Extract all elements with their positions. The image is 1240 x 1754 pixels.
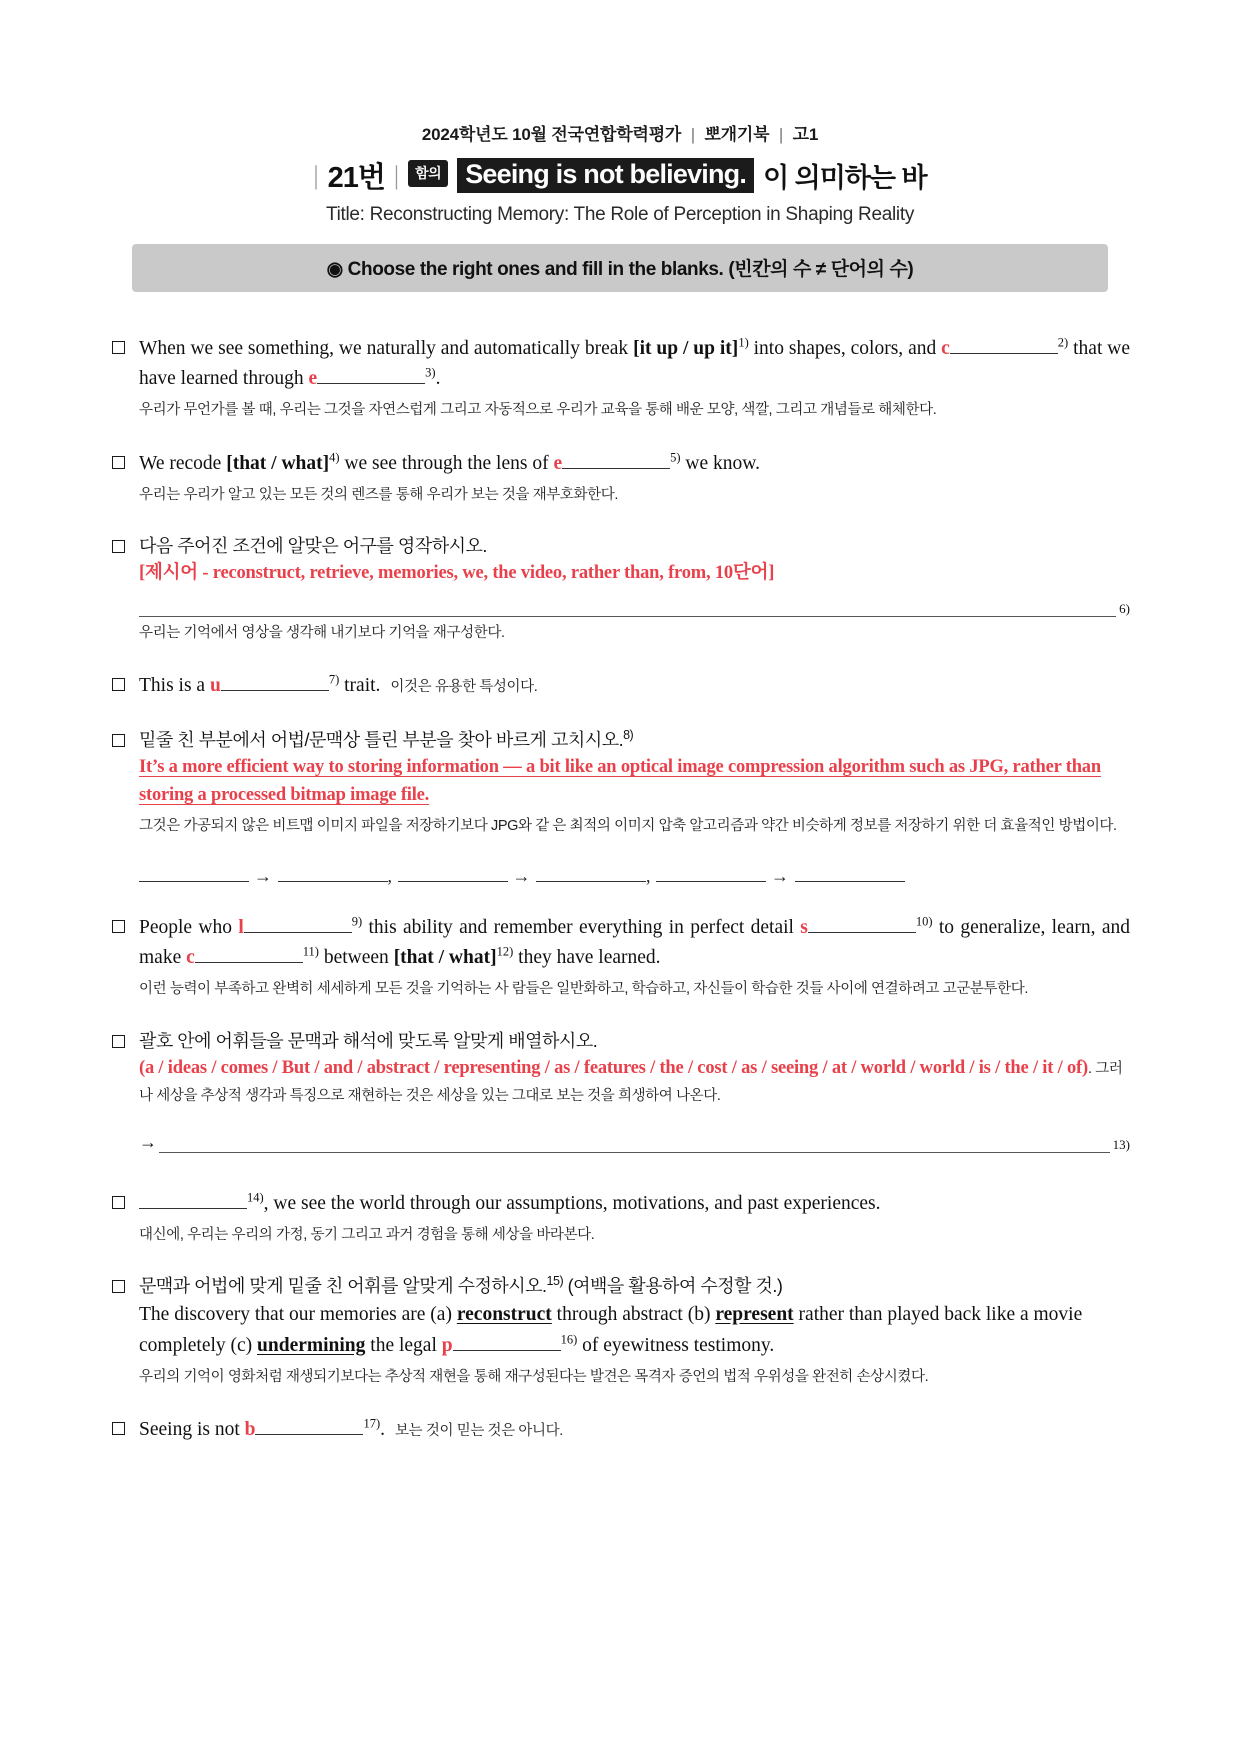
footnote-marker: 8) (623, 728, 634, 743)
answer-write-line[interactable] (139, 596, 1116, 617)
underlined-word-b[interactable]: represent (715, 1304, 794, 1326)
checkbox-icon[interactable] (112, 1280, 125, 1293)
answer-blank[interactable] (139, 866, 249, 882)
sentence-part: When we see something, we naturally and automatically break (139, 338, 634, 359)
blank-hint-letter: p (441, 1334, 453, 1356)
main-title (110, 155, 1130, 196)
sentence-part: the legal (365, 1334, 442, 1356)
answer-blank[interactable] (950, 338, 1058, 354)
answer-blank[interactable] (536, 866, 646, 882)
korean-prompt: 다음 주어진 조건에 알맞은 어구를 영작하시오. (139, 536, 487, 557)
correction-arrows: → , → , → (139, 866, 1130, 887)
blank-hint-letter: u (209, 674, 221, 696)
answer-line-row (139, 1124, 1130, 1153)
question-item-10 (110, 1415, 1130, 1445)
footnote-marker: 5) (670, 450, 681, 465)
sentence-part: This is a (139, 674, 210, 696)
blank-hint-letter: c (941, 338, 950, 359)
answer-blank[interactable] (195, 947, 303, 963)
footnote-marker: 12) (496, 944, 514, 959)
checkbox-icon[interactable] (112, 456, 125, 469)
question-item-9 (110, 1273, 1130, 1389)
choice-options[interactable]: [that / what] (226, 452, 330, 474)
sentence-part: that we have learned through (139, 338, 1131, 390)
korean-prompt (139, 727, 1130, 754)
blank-hint-letter: l (238, 916, 244, 938)
underlined-word-c[interactable]: undermining (257, 1334, 366, 1356)
sentence-part: we see through the lens of (339, 452, 554, 474)
question-text (139, 1189, 1130, 1219)
question-number: 21번 (327, 162, 385, 194)
korean-prompt (139, 1273, 1130, 1300)
answer-blank[interactable] (221, 675, 329, 691)
title-tail: 이 의미하는 바 (763, 163, 927, 193)
korean-translation: 우리가 무언가를 볼 때, 우리는 그것을 자연스럽게 그리고 자동적으로 우리가 교육을 통해 배운 모양, 색깔, 그리고 개념들로 해체한다. (139, 402, 937, 419)
question-text (139, 334, 1130, 394)
blank-hint-letter: s (800, 916, 808, 938)
passage-subtitle: Title: Reconstructing Memory: The Role of Perception in Shaping Reality (325, 204, 915, 225)
title-bar-left: | (313, 160, 319, 190)
sentence-part: We recode (139, 452, 227, 474)
choice-options[interactable]: [that / what] (393, 947, 497, 969)
sentence-part: into shapes, colors, and (748, 338, 942, 359)
footnote-marker: 14) (247, 1190, 264, 1205)
answer-blank[interactable] (656, 866, 766, 882)
checkbox-icon[interactable] (112, 1035, 125, 1048)
answer-blank[interactable] (244, 917, 352, 933)
sentence-part: to generalize, learn, and make (139, 916, 1130, 969)
footnote-marker: 16) (560, 1332, 578, 1347)
exam-info-line (110, 120, 1130, 145)
sentence-part: trait. (339, 674, 381, 696)
checkbox-icon[interactable] (112, 341, 125, 354)
sentence-part: between (318, 947, 394, 969)
footnote-marker: 7) (328, 672, 340, 687)
korean-translation: 우리는 우리가 알고 있는 모든 것의 렌즈를 통해 우리가 보는 것을 재부호화한다. (139, 486, 618, 503)
korean-translation: 우리는 기억에서 영상을 생각해 내기보다 기억을 재구성한다. (139, 624, 505, 641)
question-item-5 (110, 727, 1130, 887)
footnote-marker: 11) (302, 944, 319, 959)
divider: | (778, 125, 784, 144)
sentence-part: People who (139, 916, 239, 938)
sentence-part: they have learned. (513, 947, 661, 969)
document-header (110, 120, 1130, 292)
sentence-part: this ability and remember everything in perfect detail (362, 916, 801, 938)
answer-blank[interactable] (562, 453, 670, 469)
sentence-part: The discovery that our memories are (a) (139, 1304, 457, 1326)
footnote-marker: 9) (351, 914, 363, 929)
question-item-2 (110, 449, 1130, 507)
answer-write-line[interactable] (159, 1132, 1110, 1153)
answer-blank[interactable] (317, 368, 425, 384)
footnote-marker: 4) (329, 450, 340, 465)
korean-translation: 대신에, 우리는 우리의 가정, 동기 그리고 과거 경험을 통해 세상을 바라본다. (139, 1227, 595, 1244)
answer-line-row (139, 588, 1130, 617)
korean-translation: 그것은 가공되지 않은 비트맵 이미지 파일을 저장하기보다 JPG와 같 은 최적의 이미지 압축 알고리즘과 약간 비슷하게 정보를 저장하기 위한 더 효율적인 방법이다. (139, 817, 1117, 834)
grade: 고1 (792, 125, 819, 144)
korean-translation: 우리의 기억이 영화처럼 재생되기보다는 추상적 재현을 통해 재구성된다는 발견은 목격자 증언의 법적 우위성을 완전히 손상시켰다. (139, 1368, 929, 1385)
question-item-3 (110, 533, 1130, 645)
footnote-marker: 17) (363, 1416, 381, 1431)
blank-hint-letter: e (308, 368, 318, 390)
korean-translation: . 그러나 세상을 추상적 생각과 특징으로 재현하는 것은 세상을 있는 그대로 보는 것을 희생하여 나온다. (139, 1060, 1123, 1105)
book-name: 뽀개기북 (704, 125, 770, 144)
korean-translation: 보는 것이 믿는 것은 아니다. (395, 1423, 563, 1440)
type-badge: 함의 (408, 160, 448, 187)
blank-hint-letter: c (186, 947, 195, 969)
underlined-sentence[interactable]: It’s a more efficient way to storing information — a bit like an optical image compression algorithm such as JPG, rather than storing a processed bitmap image file. (139, 757, 1101, 805)
question-item-1 (110, 334, 1130, 423)
sentence-part: of eyewitness testimony. (577, 1334, 775, 1356)
checkbox-icon[interactable] (112, 1196, 125, 1209)
sentence-part: we know. (680, 452, 760, 474)
question-text (139, 913, 1130, 973)
answer-blank[interactable] (398, 866, 508, 882)
answer-blank[interactable] (453, 1335, 561, 1351)
prompt-text: 문맥과 어법에 맞게 밑줄 친 어휘를 알맞게 수정하시오. (139, 1276, 547, 1297)
highlighted-sentence: Seeing is not believing. (457, 158, 754, 193)
checkbox-icon[interactable] (112, 1422, 125, 1435)
checkbox-icon[interactable] (112, 734, 125, 747)
divider: | (690, 125, 695, 144)
question-item-4 (110, 671, 1130, 701)
answer-blank[interactable] (255, 1419, 363, 1435)
korean-translation: 이것은 유용한 특성이다. (390, 678, 538, 695)
answer-blank[interactable] (139, 1193, 247, 1209)
word-bank: [제시어 - reconstruct, retrieve, memories, we, the video, rather than, from, 10단어] (139, 563, 775, 584)
korean-prompt: 괄호 안에 어휘들을 문맥과 해석에 맞도록 알맞게 배열하시오. (139, 1030, 598, 1051)
checkbox-icon[interactable] (112, 920, 125, 933)
footnote-marker: 10) (915, 914, 933, 929)
underlined-word-a[interactable]: reconstruct (456, 1304, 552, 1326)
answer-blank[interactable] (808, 917, 916, 933)
word-scramble (139, 1055, 1130, 1111)
arrow-icon: → (139, 1132, 157, 1152)
question-text (139, 1415, 1130, 1445)
blank-hint-letter: b (244, 1419, 256, 1441)
exam-name: 2024학년도 10월 전국연합학력평가 (421, 125, 682, 144)
footnote-marker: 13) (1112, 1137, 1130, 1152)
scrambled-words: (a / ideas / comes / But / and / abstract / representing / as / features / the / cost / as / seeing / at / world / world / is / the / it / of) (139, 1057, 1088, 1078)
sentence-part: . (435, 368, 441, 390)
checkbox-icon[interactable] (112, 678, 125, 691)
footnote-marker: 3) (425, 365, 436, 380)
korean-translation: 이런 능력이 부족하고 완벽히 세세하게 모든 것을 기억하는 사 람들은 일반화하고, 학습하고, 자신들이 학습한 것들 사이에 연결하려고 고군분투한다. (139, 981, 1028, 998)
question-item-7 (110, 1028, 1130, 1154)
answer-blank[interactable] (795, 866, 905, 882)
sentence-part: through abstract (b) (551, 1304, 716, 1326)
sentence-part: Seeing is not (139, 1419, 245, 1441)
answer-blank[interactable] (278, 866, 388, 882)
question-text (139, 1300, 1130, 1360)
blank-hint-letter: e (553, 452, 563, 474)
footnote-marker: 15) (546, 1274, 564, 1289)
title-bar-right: | (393, 160, 400, 190)
sentence-part: , we see the world through our assumptions, motivations, and past experiences. (263, 1193, 881, 1214)
question-item-8 (110, 1189, 1130, 1247)
prompt-text: 밑줄 친 부분에서 어법/문맥상 틀린 부분을 찾아 바르게 고치시오. (139, 730, 624, 751)
question-text (139, 449, 1130, 479)
sentence-part: rather than played back like a movie completely (c) (139, 1304, 1083, 1356)
sentence-part: . (380, 1419, 386, 1441)
checkbox-icon[interactable] (112, 540, 125, 553)
choice-options[interactable]: [it up / up it] (633, 338, 739, 359)
question-text (139, 671, 1130, 701)
footnote-marker: 1) (738, 335, 749, 350)
instruction-banner: ◉ Choose the right ones and fill in the blanks. (빈칸의 수 ≠ 단어의 수) (132, 244, 1108, 292)
footnote-marker: 2) (1057, 335, 1069, 350)
footnote-marker: 6) (1119, 600, 1130, 616)
question-item-6 (110, 913, 1130, 1002)
prompt-tail: (여백을 활용하여 수정할 것.) (563, 1276, 783, 1297)
